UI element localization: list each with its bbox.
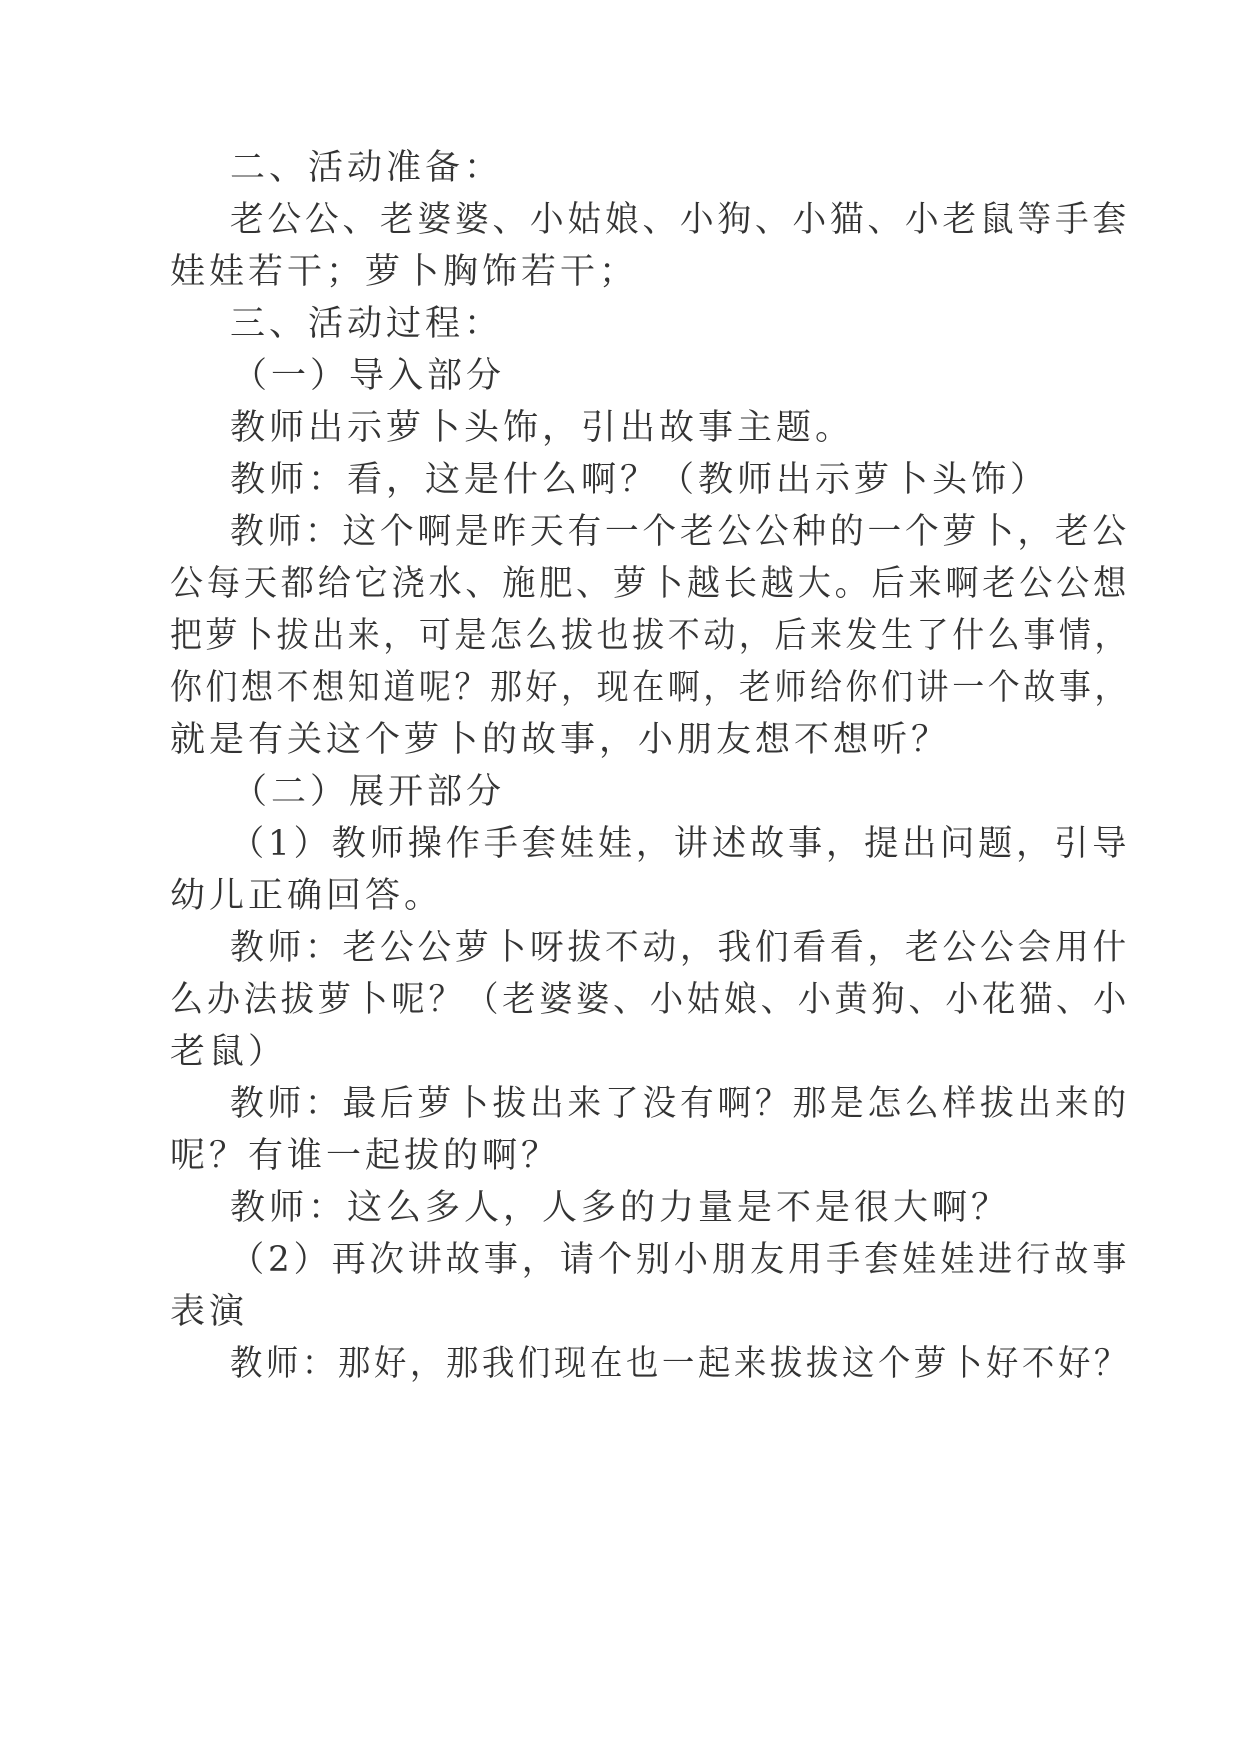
paragraph-line: （1）教师操作手套娃娃，讲述故事，提出问题，引导 (230, 824, 1131, 864)
paragraph-line: 娃娃若干；萝卜胸饰若干； (170, 252, 639, 292)
paragraph-line: 教师：看，这是什么啊？（教师出示萝卜头饰） (230, 460, 1050, 500)
paragraph-line: 么办法拔萝卜呢？（老婆婆、小姑娘、小黄狗、小花猫、小 (170, 980, 1131, 1020)
paragraph-line: 你们想不想知道呢？那好，现在啊，老师给你们讲一个故事， (170, 668, 1131, 708)
paragraph-line: （2）再次讲故事，请个别小朋友用手套娃娃进行故事 (230, 1240, 1131, 1280)
paragraph-line: 呢？有谁一起拔的啊？ (170, 1136, 561, 1176)
paragraph-line: 教师：这个啊是昨天有一个老公公种的一个萝卜，老公 (230, 512, 1131, 552)
paragraph-line: 教师：老公公萝卜呀拔不动，我们看看，老公公会用什 (230, 928, 1131, 968)
heading-activity-process: 三、活动过程： (230, 304, 504, 344)
paragraph-line: 老公公、老婆婆、小姑娘、小狗、小猫、小老鼠等手套 (230, 200, 1131, 240)
paragraph-line: 表演 (170, 1292, 249, 1332)
paragraph-line: 老鼠） (170, 1032, 288, 1072)
subheading-introduction: （一）导入部分 (232, 356, 506, 396)
paragraph-line: 教师：这么多人，人多的力量是不是很大啊？ (230, 1188, 1011, 1228)
paragraph-line: 教师：那好，那我们现在也一起来拔拔这个萝卜好不好？ (230, 1344, 1131, 1384)
paragraph-line: 把萝卜拔出来，可是怎么拔也拔不动，后来发生了什么事情， (170, 616, 1131, 656)
heading-activity-preparation: 二、活动准备： (230, 148, 504, 188)
paragraph-line: 教师出示萝卜头饰，引出故事主题。 (230, 408, 855, 448)
paragraph-line: 教师：最后萝卜拔出来了没有啊？那是怎么样拔出来的 (230, 1084, 1131, 1124)
paragraph-line: 就是有关这个萝卜的故事，小朋友想不想听？ (170, 720, 951, 760)
subheading-development: （二）展开部分 (232, 772, 506, 812)
paragraph-line: 公每天都给它浇水、施肥、萝卜越长越大。后来啊老公公想 (170, 564, 1131, 604)
paragraph-line: 幼儿正确回答。 (170, 876, 444, 916)
